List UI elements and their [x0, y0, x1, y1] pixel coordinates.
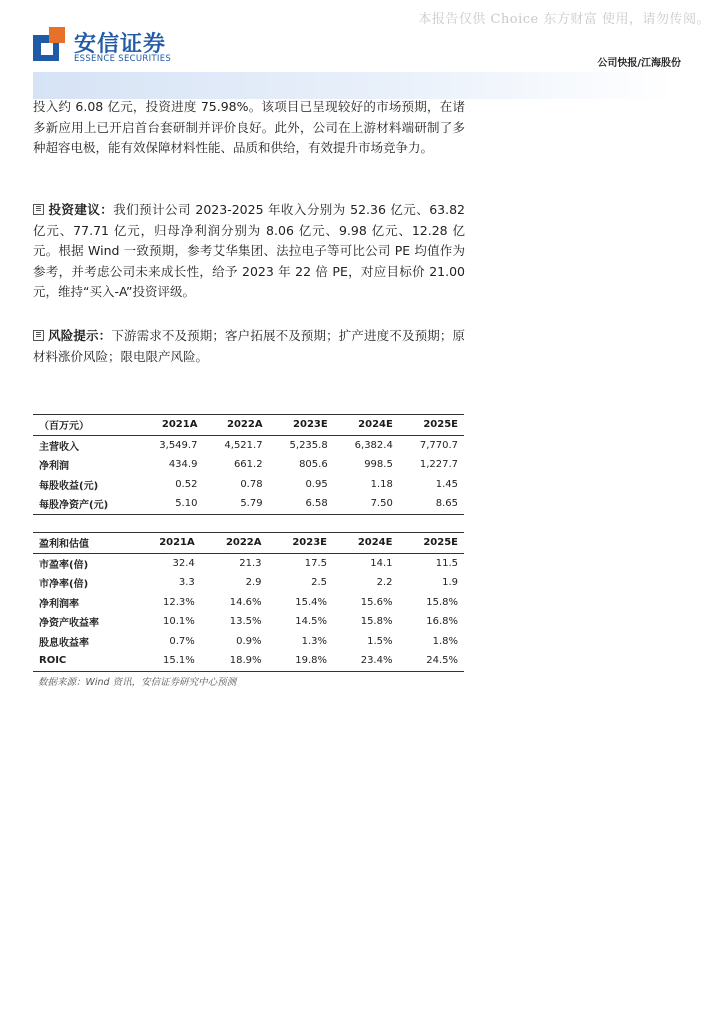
table-cell: 434.9 [168, 459, 198, 471]
table-row [33, 573, 464, 593]
table-cell: 17.5 [304, 557, 327, 569]
column-header: 2022A [201, 533, 268, 554]
table-cell: 15.1% [134, 651, 201, 671]
table-row [33, 475, 464, 495]
table-row [33, 455, 464, 475]
column-header: 2025E [398, 533, 464, 554]
row-label: 净利润 [39, 461, 69, 473]
table-row [33, 651, 464, 671]
table-cell: 21.3 [239, 557, 262, 569]
table-row [33, 612, 464, 632]
column-header: 2022A [203, 415, 268, 436]
watermark-text: 本报告仅供 Choice 东方财富 使用，请勿传阅。 [418, 12, 710, 27]
logo-name-cn: 安信证券 [74, 32, 167, 57]
company-logo [33, 27, 178, 65]
logo-mark-icon [33, 27, 67, 61]
table-cell: 805.6 [299, 459, 328, 471]
financial-summary-table [33, 414, 464, 515]
risk-label: 风险提示： [48, 328, 112, 343]
table-cell: 24.5% [398, 651, 464, 671]
table-cell: 2.9 [245, 577, 262, 589]
row-label: 每股收益(元) [39, 480, 99, 492]
table-cell: 18.9% [201, 651, 268, 671]
column-header: 盈利和估值 [33, 533, 134, 554]
table-row [33, 435, 464, 455]
table-row [33, 494, 464, 514]
table-cell: 5.79 [203, 494, 268, 514]
table-cell: 15.8% [360, 616, 393, 628]
table-cell: 23.4% [333, 651, 398, 671]
row-label: 市净率(倍) [39, 579, 89, 591]
row-label: 股息收益率 [39, 637, 89, 649]
table-cell: 10.1% [162, 616, 195, 628]
bullet-icon [33, 204, 44, 215]
table-cell: 7,770.7 [419, 439, 458, 451]
table-cell: 0.9% [236, 635, 262, 647]
row-label: 净资产收益率 [39, 618, 99, 630]
table-cell: 15.8% [426, 596, 458, 608]
table-cell: 6,382.4 [354, 439, 393, 451]
table-cell: 0.78 [240, 478, 263, 490]
table-cell: 6.58 [269, 494, 334, 514]
table-cell: 14.1 [370, 557, 393, 569]
table-cell: 15.6% [360, 596, 393, 608]
column-header: 2023E [268, 533, 333, 554]
risk-text: 下游需求不及预期；客户拓展不及预期；扩产进度不及预期；原材料涨价风险；限电限产风险。 [33, 328, 465, 364]
table-row [33, 553, 464, 573]
table-cell: 5.10 [138, 494, 203, 514]
table-row [33, 593, 464, 613]
row-label: 市盈率(倍) [39, 559, 89, 571]
row-label: 净利润率 [39, 598, 79, 610]
table-cell: 14.5% [295, 616, 327, 628]
logo-name-en: ESSENCE SECURITIES [74, 54, 172, 64]
table-cell: 8.65 [399, 494, 464, 514]
table-cell: 1.8% [432, 635, 458, 647]
column-header: 2025E [399, 415, 464, 436]
table-row [33, 632, 464, 652]
table-cell: 661.2 [233, 459, 263, 471]
column-header: （百万元） [33, 415, 138, 436]
investment-advice-label: 投资建议： [48, 202, 114, 217]
bullet-icon [33, 330, 44, 341]
table-cell: 1,227.7 [419, 459, 458, 471]
table-cell: 19.8% [268, 651, 333, 671]
column-header: 2024E [333, 533, 398, 554]
table-cell: 3,549.7 [159, 439, 198, 451]
row-label: 每股净资产(元) [33, 494, 138, 514]
row-label: ROIC [33, 651, 134, 671]
report-type-label: 公司快报/江海股份 [597, 58, 681, 69]
table-header-row [33, 533, 464, 554]
table-cell: 1.3% [301, 635, 327, 647]
data-source-note: 数据来源：Wind 资讯，安信证券研究中心预测 [38, 677, 237, 688]
column-header: 2023E [269, 415, 334, 436]
table-cell: 2.5 [311, 577, 327, 589]
table-cell: 0.52 [175, 478, 198, 490]
column-header: 2024E [334, 415, 399, 436]
table-cell: 1.45 [435, 478, 458, 490]
table-cell: 15.4% [295, 596, 327, 608]
table-cell: 11.5 [435, 557, 458, 569]
table-cell: 3.3 [178, 577, 195, 589]
table-cell: 13.5% [229, 616, 262, 628]
row-label: 主营收入 [39, 441, 79, 453]
table-header-row [33, 415, 464, 436]
table-cell: 998.5 [364, 459, 393, 471]
table-cell: 7.50 [334, 494, 399, 514]
table-cell: 1.18 [370, 478, 393, 490]
table-cell: 1.5% [367, 635, 393, 647]
table-cell: 16.8% [426, 616, 458, 628]
table-cell: 2.2 [376, 577, 393, 589]
table-cell: 0.7% [169, 635, 195, 647]
paragraph-project: 投入约 6.08 亿元，投资进度 75.98%。该项目已呈现较好的市场预期，在诸多新应用上已开启首台套研制并评价良好。此外，公司在上游材料端研制了多种超容电极，能有效保障材料性能、品质和供给，有效提升市场竞争力。 [33, 99, 465, 155]
column-header: 2021A [138, 415, 203, 436]
table-cell: 4,521.7 [224, 439, 263, 451]
column-header: 2021A [134, 533, 201, 554]
table-cell: 5,235.8 [289, 439, 328, 451]
table-cell: 1.9 [442, 577, 458, 589]
header-band [33, 72, 675, 99]
paragraph-risk [33, 326, 465, 367]
investment-advice-text: 我们预计公司 2023-2025 年收入分别为 52.36 亿元、63.82 亿元、77.71 亿元，归母净利润分别为 8.06 亿元、9.98 亿元、12.28 亿元。根据 Wind 一致预期，参考艾华集团、法拉电子等可比公司 PE 均值作为参考，并考虑公司未来成长性，给予 2023 年 22 倍 PE，对应目标价 21.00 元，维持“买入-A”投资评级。 [33, 202, 465, 299]
table-cell: 0.95 [305, 478, 328, 490]
table-cell: 12.3% [162, 596, 195, 608]
paragraph-investment-advice [33, 200, 465, 303]
valuation-table [33, 532, 464, 672]
table-cell: 32.4 [172, 557, 195, 569]
table-cell: 14.6% [229, 596, 262, 608]
